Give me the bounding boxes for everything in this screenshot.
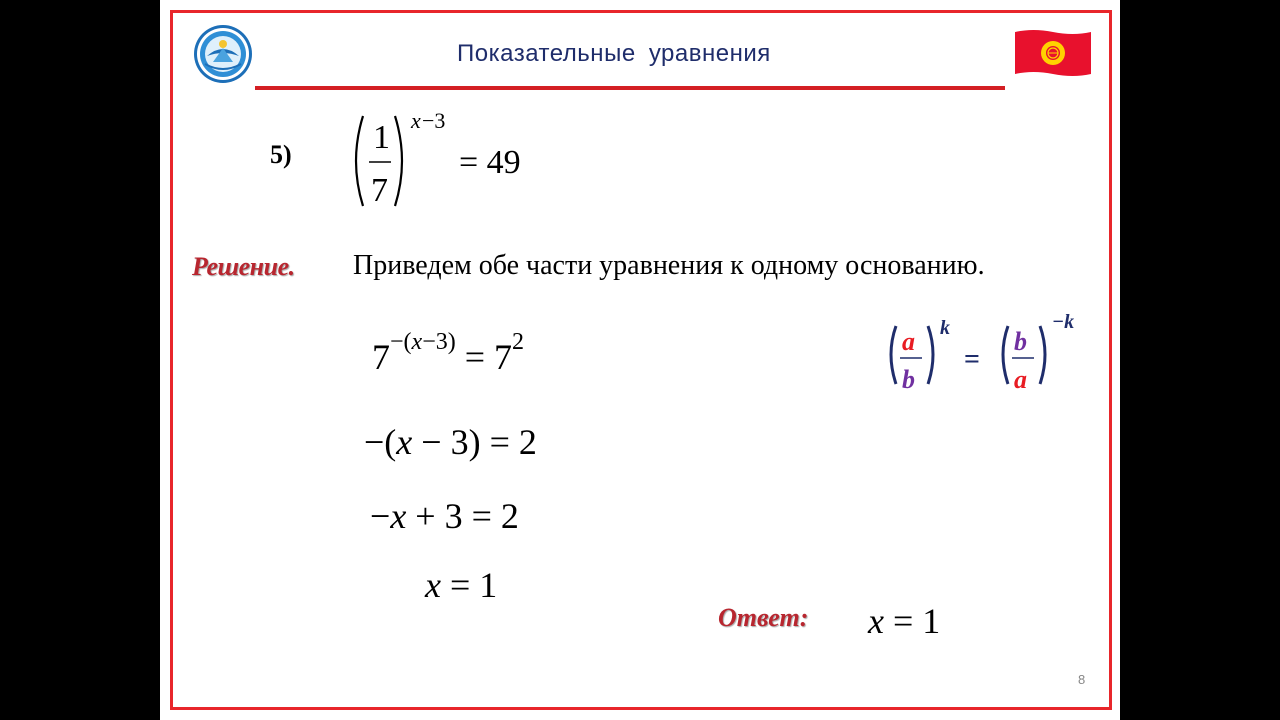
svg-text:−k: −k bbox=[1052, 311, 1075, 333]
svg-text:b: b bbox=[902, 365, 915, 394]
slide bbox=[160, 0, 1120, 720]
page-number: 8 bbox=[1078, 672, 1086, 687]
svg-text:−3: −3 bbox=[422, 108, 446, 133]
slide-title: Показательные уравнения bbox=[457, 40, 771, 67]
svg-text:a: a bbox=[902, 327, 915, 356]
svg-text:= 49: = 49 bbox=[459, 144, 521, 181]
power-identity-formula bbox=[884, 308, 1100, 400]
solution-instruction: Приведем обе части уравнения к одному основанию. bbox=[353, 250, 985, 281]
svg-text:1: 1 bbox=[373, 119, 390, 156]
solution-label: Решение. bbox=[192, 252, 295, 281]
answer-label: Ответ: bbox=[718, 603, 809, 632]
flag-icon bbox=[1013, 28, 1093, 78]
title-underline bbox=[255, 86, 1005, 90]
solution-step-2: −(x − 3) = 2 bbox=[364, 422, 537, 462]
problem-equation bbox=[345, 106, 545, 216]
svg-text:k: k bbox=[940, 317, 950, 339]
solution-step-1: $7^{-(x-3)} = 7^2$ bbox=[372, 329, 525, 377]
problem-number: 5) bbox=[270, 140, 292, 169]
solution-step-3: −x + 3 = 2 bbox=[370, 496, 519, 536]
svg-text:7: 7 bbox=[371, 172, 388, 209]
svg-text:a: a bbox=[1014, 365, 1027, 394]
answer-value: x = 1 bbox=[868, 601, 941, 641]
emblem-icon bbox=[193, 24, 253, 84]
svg-text:x: x bbox=[411, 108, 421, 133]
solution-step-4: x = 1 bbox=[425, 565, 498, 605]
svg-text:=: = bbox=[964, 344, 980, 375]
svg-text:b: b bbox=[1014, 327, 1027, 356]
